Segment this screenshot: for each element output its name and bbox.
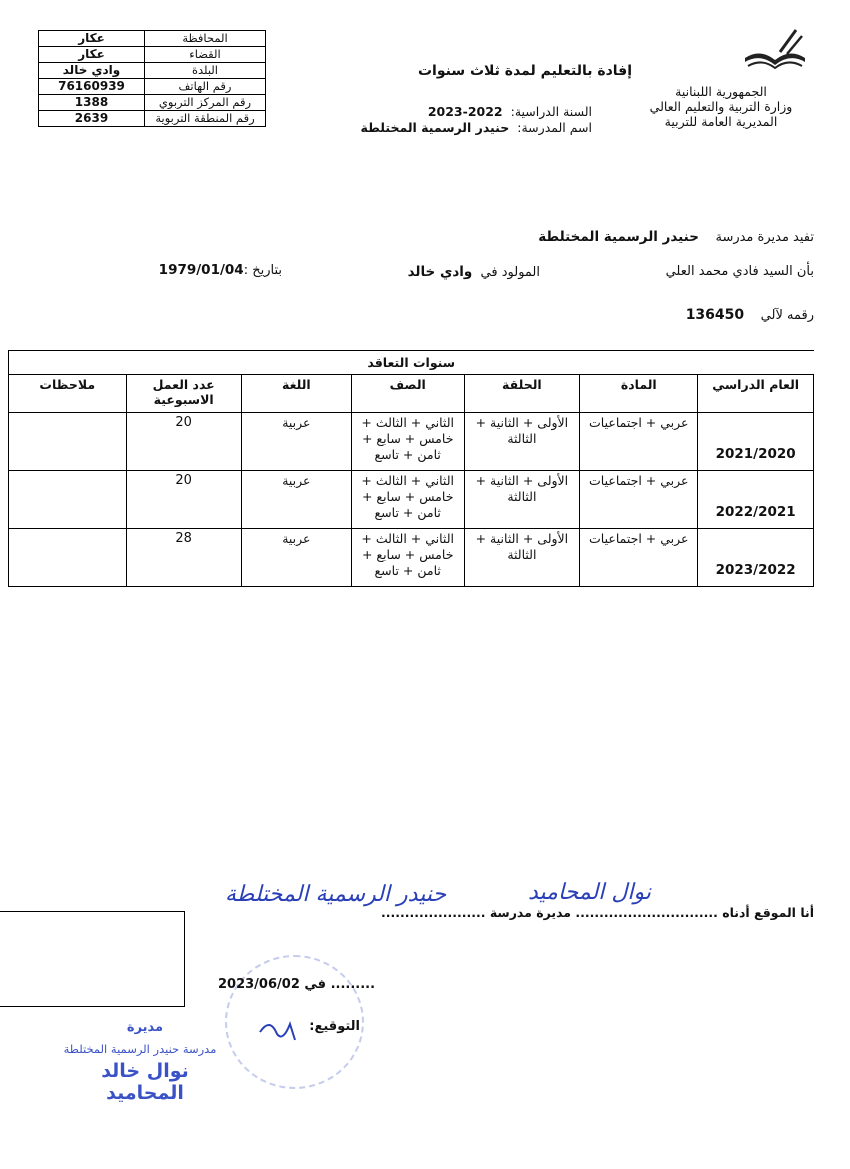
cell-year: 2022/2021	[698, 471, 814, 529]
handwritten-school: حنيدر الرسمية المختلطة	[225, 882, 447, 907]
signer-dots: ..............................	[575, 905, 718, 920]
table-row	[9, 413, 814, 471]
column-header: الصف	[351, 375, 464, 413]
cell-hours: 20	[126, 471, 241, 529]
column-header: المادة	[580, 375, 698, 413]
table-row	[9, 529, 814, 587]
info-row	[39, 111, 266, 127]
cell-subject: عربي + اجتماعيات	[580, 413, 698, 471]
date-value: 1979/01/04	[158, 262, 244, 278]
date-line	[159, 262, 282, 278]
cell-notes	[9, 471, 127, 529]
line2-label: بأن السيد	[762, 264, 814, 279]
ministry-header	[626, 84, 816, 129]
cell-grade: الثاني + الثالث + خامس + سابع + ثامن + تاسع	[351, 413, 464, 471]
year-label: السنة الدراسية:	[510, 104, 592, 119]
date-label: بتاريخ :	[243, 263, 282, 278]
school-label: اسم المدرسة:	[517, 120, 592, 135]
cell-lang: عربية	[241, 471, 351, 529]
info-value: وادي خالد	[39, 63, 145, 79]
info-row	[39, 31, 266, 47]
id-value: 136450	[685, 307, 745, 323]
cell-year: 2023/2022	[698, 529, 814, 587]
date-footer-prefix: في	[304, 977, 327, 992]
cell-hours: 20	[126, 413, 241, 471]
info-row	[39, 63, 266, 79]
info-label: المحافظة	[145, 31, 266, 47]
column-header: اللغة	[241, 375, 351, 413]
date-footer-dots: .........	[330, 977, 376, 992]
cell-lang: عربية	[241, 413, 351, 471]
column-header: ملاحظات	[9, 375, 127, 413]
info-table	[38, 30, 266, 127]
cell-lang: عربية	[241, 529, 351, 587]
info-row	[39, 47, 266, 63]
cell-subject: عربي + اجتماعيات	[580, 529, 698, 587]
cell-cycle: الأولى + الثانية + الثالثة	[464, 471, 580, 529]
column-header: العام الدراسي	[698, 375, 814, 413]
born-label: المولود في	[480, 265, 540, 280]
body-line-2	[666, 264, 814, 279]
info-label: رقم الهاتف	[145, 79, 266, 95]
id-line	[686, 307, 814, 323]
line2-name: فادي محمد العلي	[665, 264, 759, 279]
ministry-logo-icon	[740, 26, 810, 76]
date-footer-value: 2023/06/02	[218, 977, 300, 992]
signature-scribble-icon	[255, 1012, 305, 1046]
info-label: القضاء	[145, 47, 266, 63]
info-row	[39, 95, 266, 111]
info-value: عكار	[39, 47, 145, 63]
date-footer	[218, 977, 375, 992]
stamp-title: مديرة	[126, 1020, 164, 1035]
school-value: حنيدر الرسمية المختلطة	[360, 120, 510, 135]
info-label: رقم المنطقة التربوية	[145, 111, 266, 127]
stamp-name: نوال خالد المحاميد	[101, 1060, 189, 1104]
sign-label: التوقيع:	[309, 1019, 360, 1034]
contract-years-table	[8, 350, 814, 587]
cell-hours: 28	[126, 529, 241, 587]
group-header: سنوات التعاقد	[9, 351, 814, 375]
info-label: رقم المركز التربوي	[145, 95, 266, 111]
document-title: إفادة بالتعليم لمدة ثلاث سنوات	[417, 63, 633, 79]
line1-label: تفيد مديرة مدرسة	[715, 230, 814, 245]
born-value: وادي خالد	[407, 264, 473, 280]
cell-grade: الثاني + الثالث + خامس + سابع + ثامن + تاسع	[351, 471, 464, 529]
ministry-line-3: المديرية العامة للتربية	[664, 114, 778, 129]
cell-notes	[9, 529, 127, 587]
cell-cycle: الأولى + الثانية + الثالثة	[464, 529, 580, 587]
table-row	[9, 471, 814, 529]
ministry-line-1: الجمهورية اللبنانية	[675, 84, 767, 99]
info-row	[39, 79, 266, 95]
stamp-school: مدرسة حنيدر الرسمية المختلطة	[63, 1042, 217, 1056]
column-header: عدد العمل الاسبوعية	[126, 375, 241, 413]
role-dots: ......................	[381, 905, 486, 920]
cell-year: 2021/2020	[698, 413, 814, 471]
info-value: 1388	[39, 95, 145, 111]
role: مديرة مدرسة	[489, 905, 572, 920]
info-value: 2639	[39, 111, 145, 127]
line1-value: حنيدر الرسمية المختلطة	[538, 229, 699, 245]
ministry-line-2: وزارة التربية والتعليم العالي	[649, 99, 793, 114]
info-value: 76160939	[39, 79, 145, 95]
signer-prefix: أنا الموقع أدناه	[722, 905, 814, 920]
cell-notes	[9, 413, 127, 471]
cell-subject: عربي + اجتماعيات	[580, 471, 698, 529]
column-header: الحلقة	[464, 375, 580, 413]
info-label: البلدة	[145, 63, 266, 79]
id-label: رقمه لآلي	[760, 308, 814, 323]
body-line-1	[538, 229, 814, 245]
cell-grade: الثاني + الثالث + خامس + سابع + ثامن + تاسع	[351, 529, 464, 587]
born-line	[408, 264, 540, 280]
year-value: 2022-2023	[427, 104, 503, 119]
handwritten-name: نوال المحاميد	[528, 880, 651, 905]
info-value: عكار	[39, 31, 145, 47]
empty-box	[0, 911, 185, 1007]
signer-line	[381, 905, 814, 920]
school-info	[360, 104, 592, 136]
cell-cycle: الأولى + الثانية + الثالثة	[464, 413, 580, 471]
